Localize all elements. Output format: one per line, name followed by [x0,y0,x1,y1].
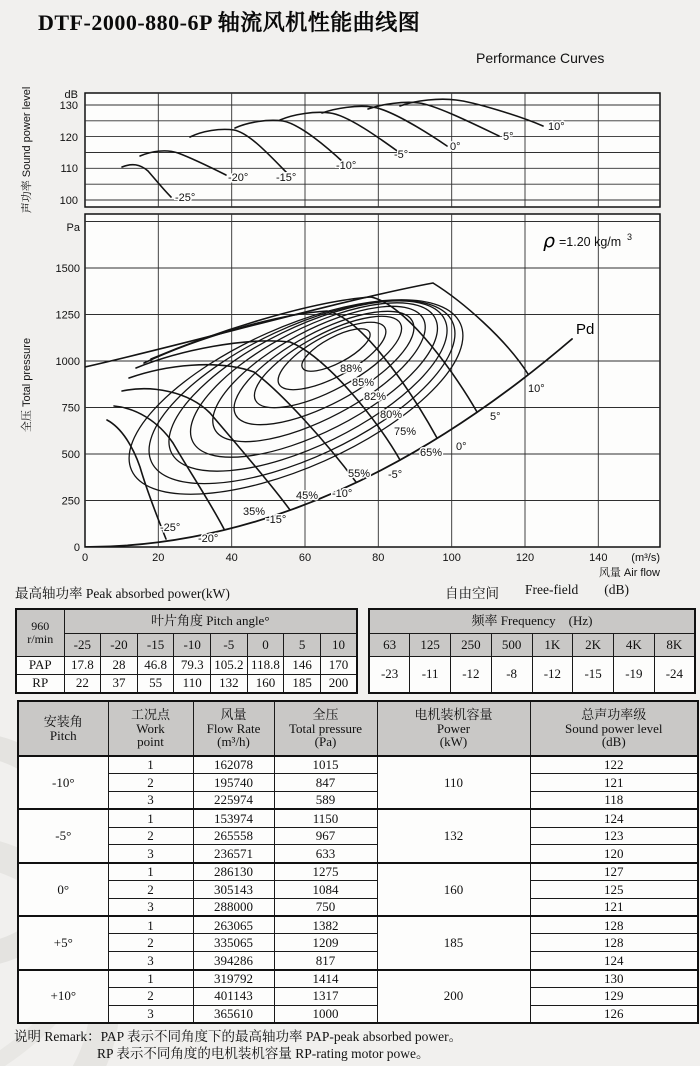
workpoint-cell: 1 [108,863,193,881]
freq-col-header: 250 [451,633,492,656]
spl-cell: 124 [530,809,698,827]
flow-x-tick: 20 [152,552,165,564]
sound-curve-label: -10° [336,160,357,172]
pressure-cell: 750 [274,898,377,916]
sound-y-axis-label: 声功率 Sound power level [21,86,33,214]
workpoint-cell: 2 [108,881,193,899]
density-value: =1.20 kg/m [559,235,622,249]
workpoint-cell: 2 [108,827,193,845]
pap-value: 118.8 [247,656,284,674]
freq-correction-value: -12 [532,656,573,693]
spl-cell: 121 [530,898,698,916]
spl-cell: 118 [530,792,698,810]
pressure-cell: 847 [274,774,377,792]
rp-value: 160 [247,674,284,693]
flow-cell: 236571 [193,845,274,863]
efficiency-label: 75% [394,426,417,438]
flow-cell: 265558 [193,827,274,845]
efficiency-label: 80% [380,409,403,421]
sound-y-tick: 120 [59,132,78,144]
pitch-angle-label: 5° [490,411,501,423]
frequency-table [368,608,696,694]
angle-col-header: -5 [211,633,248,656]
rp-value: 55 [137,674,174,693]
pap-row-label: PAP [16,656,64,674]
pitch-angle-label: 10° [528,383,545,395]
workpoint-cell: 2 [108,987,193,1005]
flow-cell: 305143 [193,881,274,899]
spl-cell: 121 [530,774,698,792]
pressure-cell: 1382 [274,916,377,934]
header-line: point [137,734,164,750]
sound-y-tick: 100 [59,195,78,207]
freq-col-header: 2K [573,633,614,656]
spl-cell: 126 [530,1005,698,1023]
pitch-angle-label: -10° [332,488,353,500]
efficiency-label: 55% [348,468,371,480]
efficiency-label: 35% [243,506,266,518]
header-line: Work [136,720,165,736]
pressure-cell: 589 [274,792,377,810]
header-line: 风量 [220,707,247,723]
total-pressure-chart [19,214,660,579]
header-line: Sound power level [565,720,663,736]
pressure-y-axis-label: 全压 Total pressure [21,337,33,433]
flow-x-tick: 100 [442,552,461,564]
power-cell: 200 [377,970,530,1023]
header-line: (m³/h) [217,734,250,750]
rho-symbol: ρ [543,230,556,252]
remark-note [14,1028,462,1063]
peak-power-caption: 最高轴功率 Peak absorbed power(kW) [15,586,230,601]
workpoint-cell: 1 [108,756,193,774]
flow-cell: 195740 [193,774,274,792]
header-line: 总声功率级 [581,707,647,723]
power-cell: 185 [377,916,530,969]
pressure-col-header [274,701,377,756]
pitch-angle-label: -15° [266,514,287,526]
workpoint-col-header [108,701,193,756]
rp-value: 132 [211,674,248,693]
pressure-cell: 633 [274,845,377,863]
pressure-cell: 1209 [274,934,377,952]
pressure-cell: 1414 [274,970,377,988]
workpoint-cell: 3 [108,845,193,863]
pressure-cell: 1275 [274,863,377,881]
freq-col-header: 8K [654,633,695,656]
pressure-y-tick: 750 [61,402,80,415]
pap-rp-table [15,608,358,694]
performance-table [17,700,699,1024]
flow-unit-label: (m³/s) [631,552,660,564]
header-line: 工况点 [130,707,170,723]
pitch-group [18,756,698,809]
rpm-value: 960 [31,619,50,634]
pitch-angle-label: -25° [160,522,181,534]
spl-cell: 128 [530,934,698,952]
free-field-cn: 自由空间 [445,586,499,601]
workpoint-cell: 2 [108,934,193,952]
sound-y-tick: 130 [59,100,78,112]
angle-col-header: -25 [64,633,101,656]
sound-curve-label: -15° [276,172,297,184]
freq-col-header: 1K [532,633,573,656]
page-subtitle: Performance Curves [476,50,605,66]
workpoint-cell: 1 [108,809,193,827]
efficiency-label: 65% [420,447,443,459]
flow-x-tick: 120 [515,552,535,564]
pressure-cell: 1317 [274,987,377,1005]
sound-curve-label: 10° [548,121,565,133]
flow-x-tick: 80 [372,552,385,564]
page-title: DTF-2000-880-6P 轴流风机性能曲线图 [38,10,421,35]
flow-cell: 286130 [193,863,274,881]
sound-power-chart [19,87,660,214]
pitch-col-header [18,701,108,756]
pressure-unit-label: Pa [66,222,80,234]
remark-line-2: RP 表示不同角度的电机装机容量 RP-rating motor powe。 [97,1046,430,1062]
pressure-y-tick: 1000 [55,356,80,368]
flow-col-header [193,701,274,756]
workpoint-cell: 1 [108,916,193,934]
header-line: 安装角 [43,713,83,729]
flow-cell: 335065 [193,934,274,952]
spl-cell: 128 [530,916,698,934]
pitch-cell: -5° [18,809,108,862]
flow-cell: 288000 [193,898,274,916]
efficiency-label: 85% [352,377,375,389]
freq-col-header: 500 [491,633,532,656]
spl-cell: 127 [530,863,698,881]
power-cell: 160 [377,863,530,916]
flow-x-axis-label: 风量 Air flow [598,567,660,579]
sound-curve-label: -20° [228,172,249,184]
flow-cell: 225974 [193,792,274,810]
sound-y-tick: 110 [60,163,78,175]
pitch-group [18,863,698,916]
workpoint-cell: 3 [108,952,193,970]
rp-value: 110 [174,674,211,693]
workpoint-cell: 3 [108,1005,193,1023]
freq-col-header: 63 [369,633,410,656]
freq-correction-value: -12 [451,656,492,693]
rpm-unit: r/min [27,631,54,646]
pitch-group [18,916,698,969]
spl-cell: 122 [530,756,698,774]
sound-unit-label: dB [64,89,78,101]
header-line: Flow Rate [206,720,261,736]
pap-value: 28 [101,656,138,674]
rp-row-label: RP [16,674,64,693]
flow-x-tick: 0 [81,552,89,564]
flow-cell: 365610 [193,1005,274,1023]
freq-correction-value: -24 [654,656,695,693]
efficiency-label: 88% [340,363,363,375]
pitch-angle-label: -20° [198,533,219,545]
flow-cell: 153974 [193,809,274,827]
efficiency-label: 45% [296,490,319,502]
pressure-cell: 1150 [274,809,377,827]
freq-correction-value: -8 [491,656,532,693]
pap-value: 170 [320,656,357,674]
workpoint-cell: 1 [108,970,193,988]
rp-value: 22 [64,674,101,693]
power-col-header [377,701,530,756]
flow-x-tick: 40 [225,552,238,564]
power-cell: 110 [377,756,530,809]
free-field-unit: (dB) [604,582,629,597]
pressure-y-tick: 1500 [55,263,80,275]
flow-cell: 394286 [193,952,274,970]
sound-chart-frame [85,93,660,207]
pitch-cell: -10° [18,756,108,809]
pitch-cell: 0° [18,863,108,916]
pressure-y-tick: 1250 [55,309,80,322]
flow-x-tick: 140 [589,552,608,564]
header-line: Power [436,720,471,736]
pitch-angle-header: 叶片角度 Pitch angle° [64,609,357,633]
pap-value: 17.8 [64,656,101,674]
workpoint-cell: 3 [108,898,193,916]
header-line: (dB) [601,734,626,750]
pitch-angle-label: -5° [388,469,403,481]
pressure-y-tick: 250 [61,495,80,508]
header-line: (kW) [439,734,468,750]
pressure-cell: 1000 [274,1005,377,1023]
pap-value: 146 [284,656,321,674]
spl-cell: 125 [530,881,698,899]
flow-x-tick: 60 [298,552,312,564]
flow-cell: 263065 [193,916,274,934]
freq-correction-value: -15 [573,656,614,693]
angle-col-header: -10 [174,633,211,656]
angle-col-header: 0 [247,633,284,656]
pd-label: Pd [576,321,595,338]
spl-col-header [530,701,698,756]
freq-correction-value: -19 [614,656,655,693]
pap-value: 46.8 [137,656,174,674]
header-line: Total pressure [288,720,363,736]
angle-col-header: 5 [284,633,321,656]
pitch-cell: +5° [18,916,108,969]
freq-col-header: 125 [410,633,451,656]
sound-curve-label: 0° [450,141,461,153]
pressure-cell: 817 [274,952,377,970]
sound-curve-label: 5° [503,131,514,143]
pressure-cell: 1015 [274,756,377,774]
pressure-y-tick: 500 [61,449,80,461]
spl-cell: 123 [530,827,698,845]
header-line: 全压 [312,707,339,723]
free-field-caption [445,582,629,602]
sound-curve-label: -25° [175,192,196,204]
pitch-cell: +10° [18,970,108,1023]
remark-line-1: 说明 Remark：PAP 表示不同角度下的最高轴功率 PAP-peak absorbed power。 [14,1029,463,1044]
spl-cell: 120 [530,845,698,863]
pressure-y-tick: 0 [73,542,80,554]
pressure-cell: 967 [274,827,377,845]
workpoint-cell: 3 [108,792,193,810]
header-line: Pitch [49,727,77,743]
spl-cell: 124 [530,952,698,970]
pitch-angle-label: 0° [456,441,467,453]
spl-cell: 129 [530,987,698,1005]
pressure-cell: 1084 [274,881,377,899]
pap-value: 79.3 [174,656,211,674]
efficiency-label: 82% [364,391,387,403]
freq-correction-value: -23 [369,656,410,693]
density-exponent: 3 [627,232,633,242]
freq-correction-value: -11 [410,656,451,693]
pitch-group [18,970,698,1023]
header-line: 电机装机容量 [414,707,493,723]
freq-col-header: 4K [614,633,655,656]
angle-col-header: -20 [101,633,138,656]
flow-cell: 401143 [193,987,274,1005]
frequency-header: 频率 Frequency (Hz) [369,609,695,633]
rp-value: 185 [284,674,321,693]
flow-cell: 162078 [193,756,274,774]
rp-value: 37 [101,674,138,693]
sound-curve-label: -5° [394,149,409,161]
flow-cell: 319792 [193,970,274,988]
angle-col-header: 10 [320,633,357,656]
free-field-en: Free-field [525,582,579,597]
rpm-cell [16,609,64,656]
pap-value: 105.2 [211,656,248,674]
rp-value: 200 [320,674,357,693]
header-line: (Pa) [314,734,337,750]
spl-cell: 130 [530,970,698,988]
power-cell: 132 [377,809,530,862]
workpoint-cell: 2 [108,774,193,792]
pitch-group [18,809,698,862]
angle-col-header: -15 [137,633,174,656]
